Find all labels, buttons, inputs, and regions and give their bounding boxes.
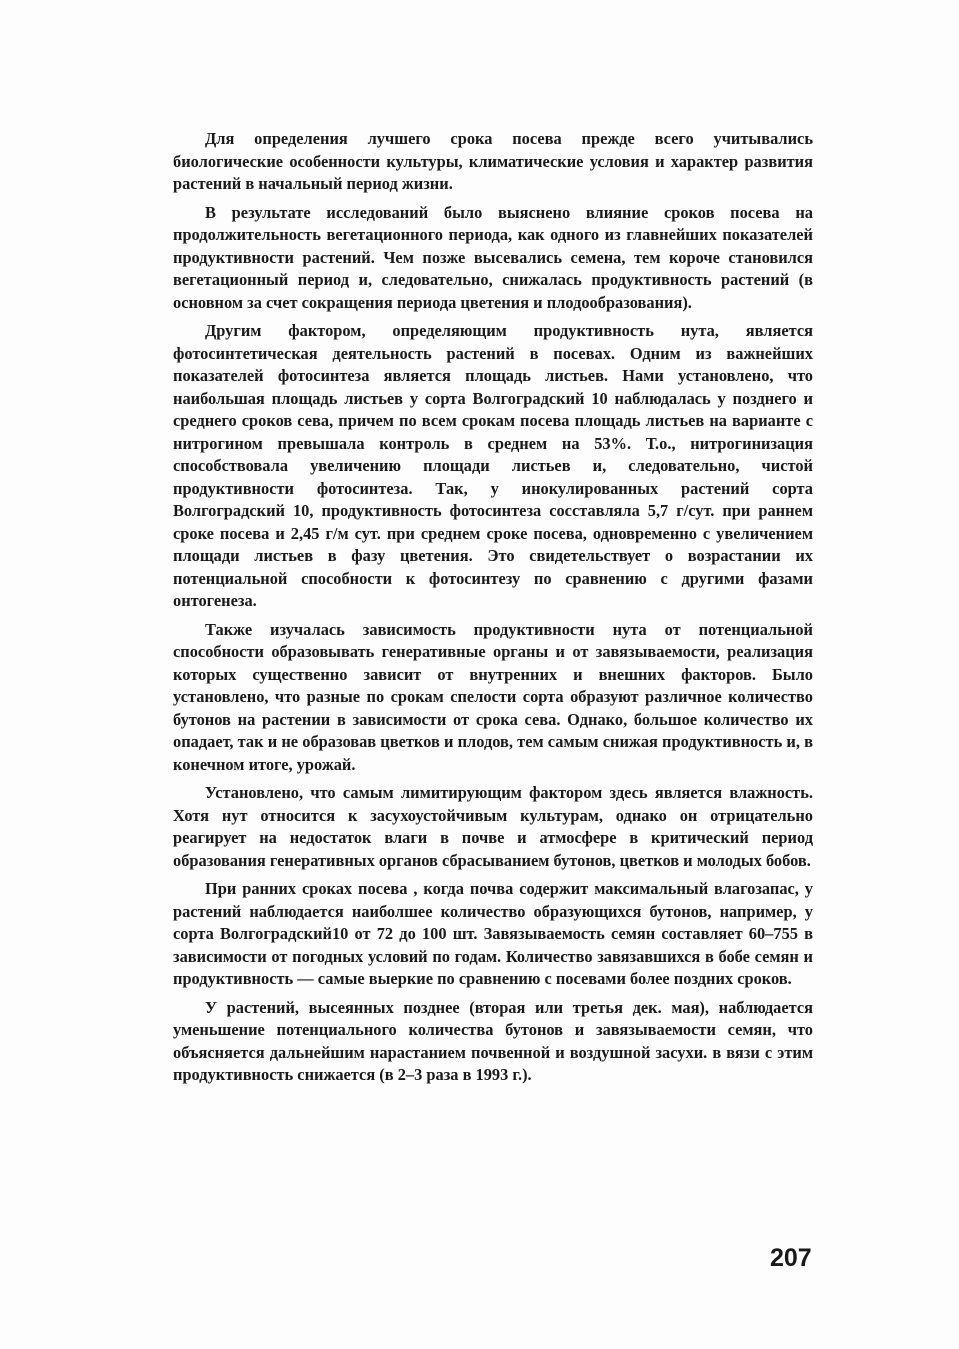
paragraph: Также изучалась зависимость продуктивности нута от потенциальной способности образовывать генеративные органы и от завязываемости, реализация которых существенно зависит от внутренних и внешних факторов. Было установлено, что разные по срокам спелости сорта образуют различное количество бутонов на растении в зависимости от срока сева. Однако, большое количество их опадает, так и не образовав цветков и плодов, тем самым снижая продуктивность и, в конечном итоге, урожай. xyxy=(173,619,813,774)
paragraph: Для определения лучшего срока посева прежде всего учитывались биологические особенности культуры, климатические условия и характер развития растений в начальный период жизни. xyxy=(173,129,813,193)
paragraph: Установлено, что самым лимитирующим фактором здесь является влажность. Хотя нут относится к засухоустойчивым культурам, однако он отрицательно реагирует на недостаток влаги в почве и атмосфере в критический период образования генеративных органов сбрасыванием бутонов, цветков и молодых бобов. xyxy=(173,783,813,870)
paragraph: В результате исследований было выяснено влияние сроков посева на продолжительность вегетационного периода, как одного из главнейших показателей продуктивности растений. Чем позже высевались семена, тем короче становился вегетационный период и, следовательно, снижалась продуктивность растений (в основном за счет сокращения периода цветения и плодообразования). xyxy=(173,202,813,312)
body-text xyxy=(173,128,813,1093)
paragraph: Другим фактором, определяющим продуктивность нута, является фотосинтетическая деятельность растений в посевах. Одним из важнейших показателей фотосинтеза является площадь листьев. Нами установлено, что наибольшая площадь листьев у сорта Волгоградский 10 наблюдалась у позднего и среднего сроков сева, причем по всем срокам посева площадь листьев на варианте с нитрогином превышала контроль в среднем на 53%. Т.о., нитрогинизация способствовала увеличению площади листьев и, следовательно, чистой продуктивности фотосинтеза. Так, у инокулированных растений сорта Волгоградский 10, продуктивность фотосинтеза сосставляла 5,7 г/сут. при раннем сроке посева и 2,45 г/м сут. при среднем сроке посева, одновременно с увеличением площади листьев в фазу цветения. Это свидетельствует о возрастании их потенциальной способности к фотосинтезу по сравнению с другими фазами онтогенеза. xyxy=(173,321,813,610)
paragraph: При ранних сроках посева , когда почва содержит максимальный влагозапас, у растений наблюдается наиболшее количество образующихся бутонов, например, у сорта Волгоградский10 от 72 до 100 шт. Завязываемость семян составляет 60–755 в зависимости от погодных условий по годам. Количество завязавшихся в бобе семян и продуктивность — самые выеркие по сравнению с посевами более поздних сроков. xyxy=(173,879,813,988)
paragraph: У растений, высеянных позднее (вторая или третья дек. мая), наблюдается уменьшение потенциального количества бутонов и завязываемости семян, что объясняется дальнейшим нарастанием почвенной и воздушной засухи. в вязи с этим продуктивность снижается (в 2–3 раза в 1993 г.). xyxy=(173,997,813,1084)
page-number: 207 xyxy=(770,1244,812,1272)
